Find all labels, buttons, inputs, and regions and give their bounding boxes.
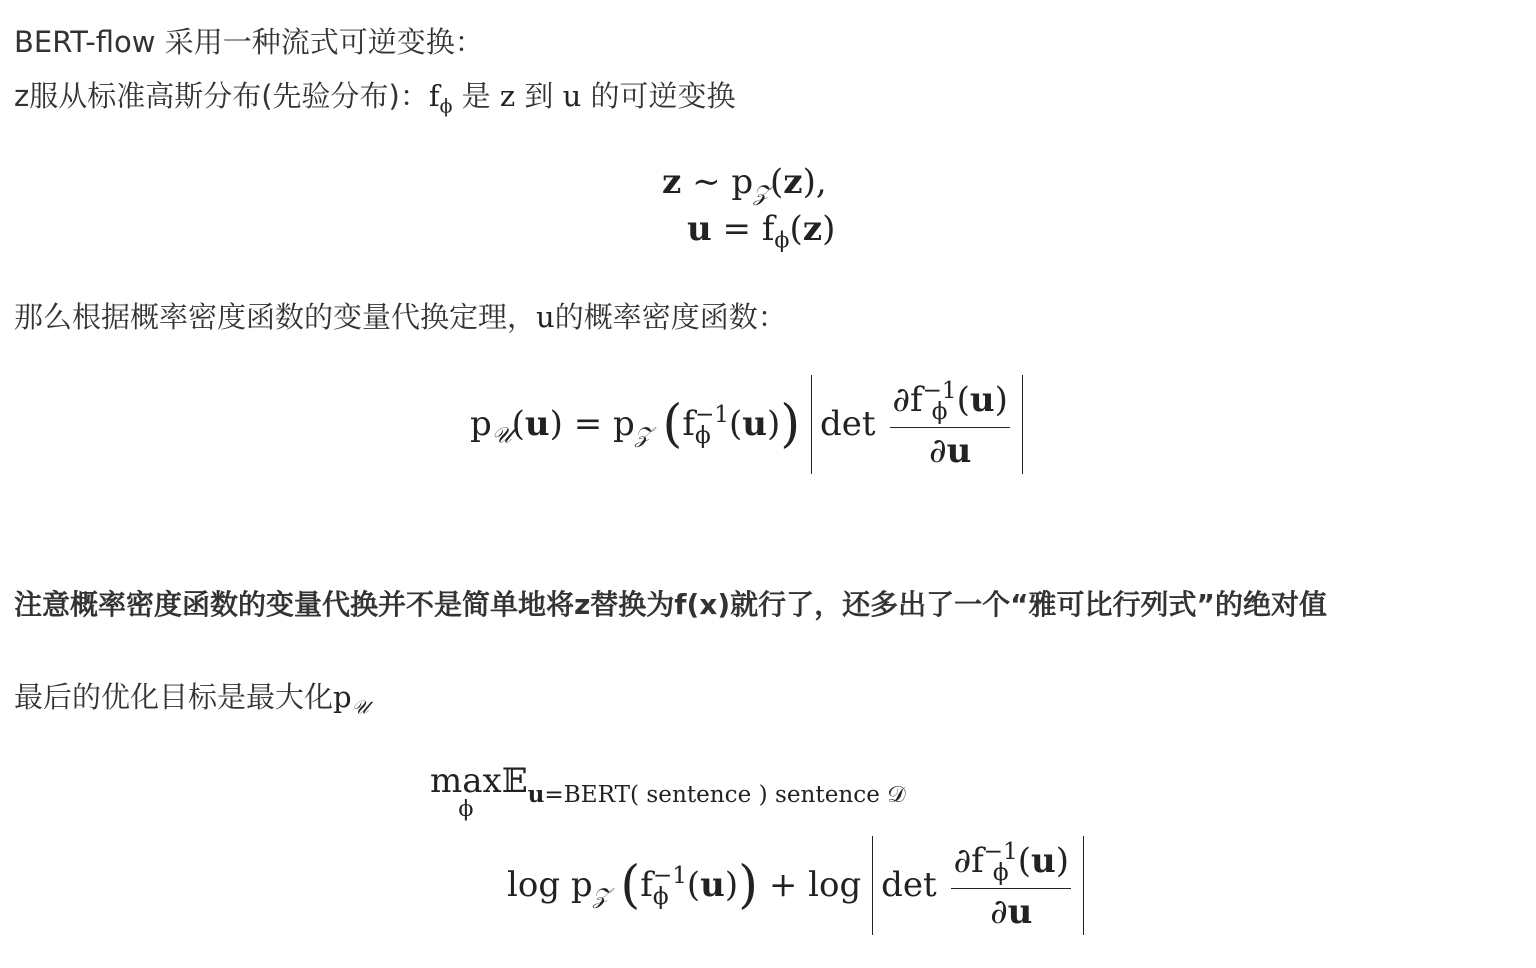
objective-prefix: 最后的优化目标是最大化	[14, 680, 334, 714]
eq3-f: f	[640, 864, 653, 905]
intro-line	[14, 25, 484, 60]
eq1-open: (	[770, 162, 784, 202]
eq1-u: u	[687, 209, 712, 249]
eq3-max	[430, 761, 502, 822]
eq2-den	[890, 428, 1010, 471]
eq3-num: ∂f −1 ϕ (u)	[951, 842, 1071, 889]
eq2-det: det	[820, 404, 876, 445]
eq3-logterm: $\log p_𝒵$ (f −1 ϕ (u)) + log	[507, 855, 862, 915]
eq2-eq: = p	[562, 403, 635, 444]
intro-text: BERT-flow 采用一种流式可逆变换：	[14, 25, 484, 59]
eq3-max-phi: ϕ	[458, 796, 474, 822]
equation-objective-expectation	[430, 761, 906, 822]
eq3-partial-den: ∂	[990, 891, 1008, 932]
eq3-sub-z: 𝒵	[592, 883, 610, 910]
eq3-jacobian-abs	[872, 836, 1084, 935]
eq3-jacobian-frac	[951, 839, 1071, 932]
eq3-den-u: u	[1007, 891, 1033, 932]
eq2-jacobian-frac	[890, 378, 1010, 471]
eq3-u-inner: u	[700, 864, 725, 905]
prior-suffix: 的可逆变换	[581, 79, 736, 113]
eq2-num: ∂f −1 ϕ (u)	[890, 381, 1010, 428]
eq2-partial-num: ∂	[892, 379, 910, 420]
eq3-sub-u: u	[527, 781, 545, 809]
z-symbol: z	[499, 79, 516, 113]
prior-mid2: 到	[515, 79, 563, 113]
eq2-jacobian-abs	[811, 375, 1023, 474]
eq3-log1: log p	[507, 864, 593, 905]
eq1-sub-z: 𝒵	[753, 180, 771, 207]
objective-p: p	[333, 680, 352, 714]
eq1-sub-phi: ϕ	[774, 227, 790, 254]
prior-line	[14, 79, 736, 119]
prior-prefix: z服从标准高斯分布(先验分布)：	[14, 79, 429, 113]
eq2-f: f	[682, 403, 695, 444]
objective-sub: 𝒰	[351, 697, 369, 719]
eq2-u-inner: u	[742, 403, 768, 444]
eq3-det: det	[881, 865, 937, 906]
prior-mid1: 是	[452, 79, 500, 113]
equation-density	[470, 375, 1023, 474]
equation-u-transform	[687, 209, 836, 254]
eq2-den-u: u	[946, 430, 972, 471]
eq3-den	[951, 889, 1071, 932]
eq3-max-text: max	[430, 761, 502, 801]
eq2-lhs: $p_𝒰(u) = p_𝒵$ (f −1 ϕ (u))	[470, 394, 801, 454]
eq3-partial-num: ∂	[953, 840, 972, 881]
objective-line	[14, 680, 369, 720]
eq3-sup-inv: −1	[652, 862, 687, 889]
eq1-open2: (	[789, 209, 803, 249]
f-symbol: f	[428, 79, 440, 113]
cov-u: u	[536, 300, 555, 334]
eq2-arg-u: u	[524, 403, 550, 444]
eq1-close: ),	[802, 162, 827, 202]
eq1-arg-z2: z	[802, 209, 823, 249]
equation-z-prior	[662, 162, 827, 207]
eq2-sup-inv: −1	[694, 401, 730, 428]
eq2-sub-u: 𝒰	[491, 422, 512, 449]
eq2-sub-z: 𝒵	[634, 422, 652, 449]
cov-prefix: 那么根据概率密度函数的变量代换定理，	[14, 300, 537, 334]
eq1-arg-z: z	[783, 162, 803, 202]
cov-suffix: 的概率密度函数：	[554, 300, 787, 334]
eq3-expectation: 𝔼	[501, 761, 528, 801]
eq1-close2: )	[822, 209, 836, 249]
eq2-sub-phi: ϕ	[694, 422, 711, 449]
note-text: 注意概率密度函数的变量代换并不是简单地将z替换为f(x)就行了，还多出了一个“雅可比行列式”的绝对值	[14, 588, 1327, 621]
eq1-z: z	[662, 162, 682, 202]
phi-subscript: ϕ	[439, 96, 453, 118]
eq3-plus-log: + log	[758, 864, 862, 905]
eq1-sim: ∼ p	[681, 162, 754, 202]
u-symbol: u	[562, 79, 582, 113]
change-of-variable-line	[14, 300, 787, 335]
eq1-eq: = f	[711, 209, 775, 249]
eq3-sub-phi: ϕ	[652, 883, 669, 910]
eq2-partial-den: ∂	[928, 430, 947, 471]
equation-objective-body	[507, 836, 1084, 935]
eq3-sub-rest: =BERT( sentence ) sentence 𝒟	[544, 782, 906, 809]
eq2-p: p	[470, 403, 492, 444]
jacobian-note	[14, 588, 1327, 622]
